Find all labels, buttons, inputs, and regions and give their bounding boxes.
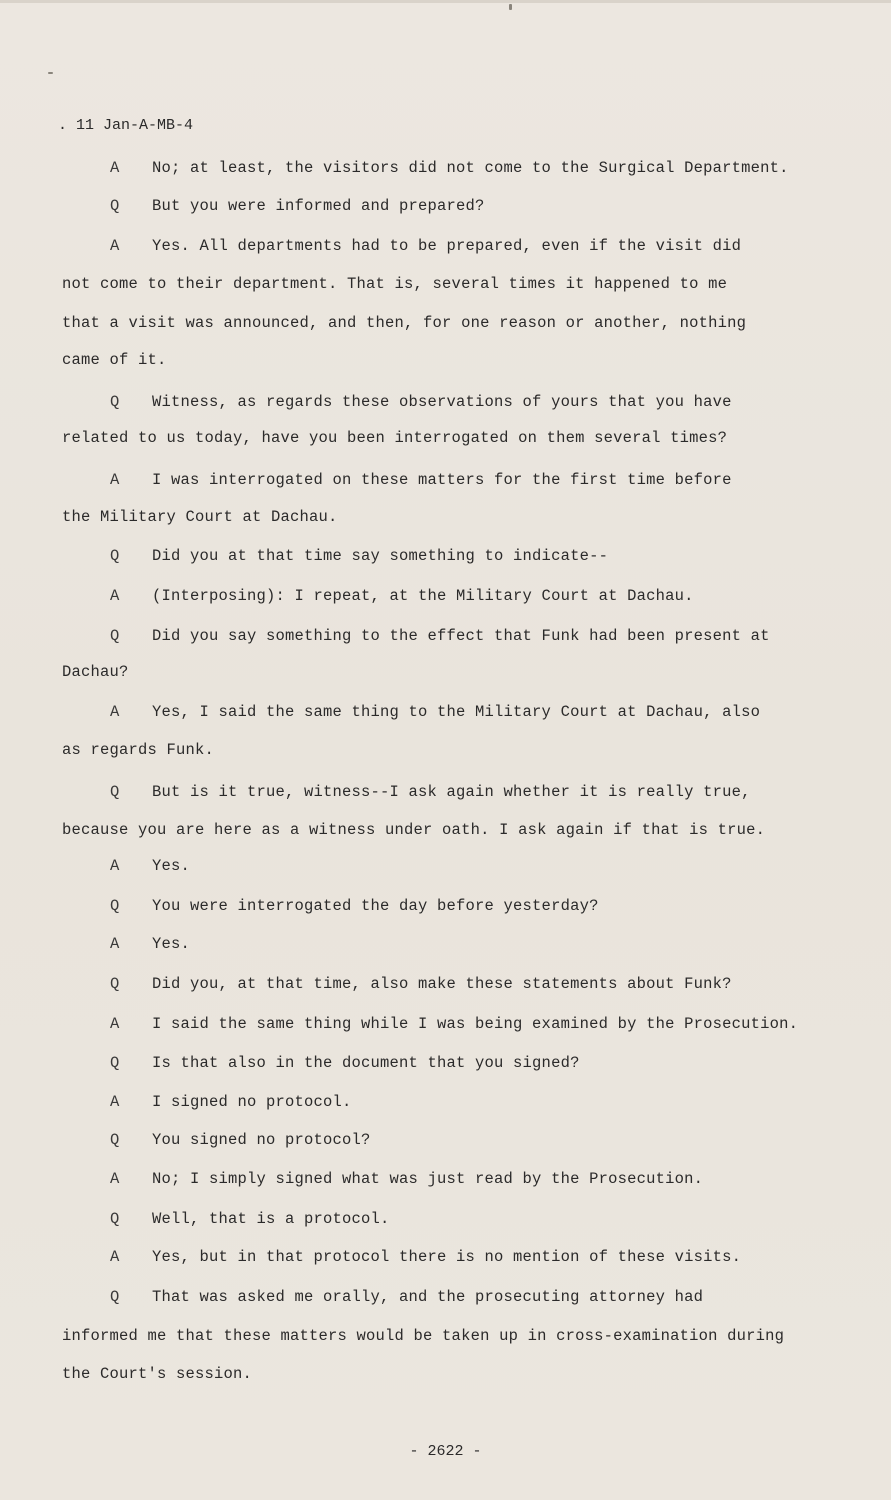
speaker-label-answer: A <box>110 935 120 953</box>
transcript-continuation-line: because you are here as a witness under oath. I ask again if that is true. <box>62 821 766 839</box>
speaker-label-question: Q <box>110 1054 120 1072</box>
speaker-label-question: Q <box>110 197 120 215</box>
transcript-continuation-line: the Court's session. <box>62 1365 253 1383</box>
speaker-label-answer: A <box>110 159 120 177</box>
speaker-label-answer: A <box>110 1170 120 1188</box>
transcript-line: Yes, but in that protocol there is no mention of these visits. <box>152 1248 742 1266</box>
speaker-label-answer: A <box>110 237 120 255</box>
transcript-continuation-line: the Military Court at Dachau. <box>62 508 338 526</box>
scan-speck <box>48 72 53 74</box>
transcript-line: Is that also in the document that you signed? <box>152 1054 580 1072</box>
transcript-continuation-line: as regards Funk. <box>62 741 215 759</box>
speaker-label-answer: A <box>110 1015 120 1033</box>
transcript-line: Did you at that time say something to indicate-- <box>152 547 609 565</box>
speaker-label-question: Q <box>110 975 120 993</box>
transcript-line: You signed no protocol? <box>152 1131 371 1149</box>
transcript-line: Yes. All departments had to be prepared, even if the visit did <box>152 237 742 255</box>
transcript-line: No; I simply signed what was just read by the Prosecution. <box>152 1170 704 1188</box>
transcript-line: Yes, I said the same thing to the Military Court at Dachau, also <box>152 703 761 721</box>
speaker-label-question: Q <box>110 547 120 565</box>
transcript-continuation-line: that a visit was announced, and then, for one reason or another, nothing <box>62 314 747 332</box>
speaker-label-answer: A <box>110 1093 120 1111</box>
speaker-label-answer: A <box>110 587 120 605</box>
transcript-line: Well, that is a protocol. <box>152 1210 390 1228</box>
page-top-edge <box>0 0 891 3</box>
speaker-label-question: Q <box>110 1131 120 1149</box>
speaker-label-question: Q <box>110 783 120 801</box>
transcript-line: But is it true, witness--I ask again whether it is really true, <box>152 783 751 801</box>
speaker-label-answer: A <box>110 703 120 721</box>
transcript-line: Yes. <box>152 935 191 953</box>
transcript-line: Witness, as regards these observations of yours that you have <box>152 393 732 411</box>
transcript-line: I said the same thing while I was being examined by the Prosecution. <box>152 1015 799 1033</box>
transcript-line: Did you say something to the effect that Funk had been present at <box>152 627 770 645</box>
transcript-line: Did you, at that time, also make these statements about Funk? <box>152 975 732 993</box>
transcript-continuation-line: related to us today, have you been interrogated on them several times? <box>62 429 728 447</box>
transcript-line: No; at least, the visitors did not come to the Surgical Department. <box>152 159 789 177</box>
speaker-label-answer: A <box>110 1248 120 1266</box>
transcript-continuation-line: Dachau? <box>62 663 129 681</box>
transcript-line: But you were informed and prepared? <box>152 197 485 215</box>
speaker-label-question: Q <box>110 897 120 915</box>
transcript-continuation-line: informed me that these matters would be taken up in cross-examination during <box>62 1327 785 1345</box>
transcript-line: That was asked me orally, and the prosecuting attorney had <box>152 1288 704 1306</box>
transcript-line: (Interposing): I repeat, at the Military Court at Dachau. <box>152 587 694 605</box>
page-number: - 2622 - <box>409 1443 482 1460</box>
speaker-label-question: Q <box>110 1210 120 1228</box>
speaker-label-answer: A <box>110 857 120 875</box>
scan-speck <box>509 4 512 10</box>
speaker-label-question: Q <box>110 393 120 411</box>
transcript-continuation-line: came of it. <box>62 351 167 369</box>
speaker-label-answer: A <box>110 471 120 489</box>
transcript-line: I signed no protocol. <box>152 1093 352 1111</box>
speaker-label-question: Q <box>110 627 120 645</box>
document-header: . 11 Jan-A-MB-4 <box>58 117 194 134</box>
transcript-continuation-line: not come to their department. That is, several times it happened to me <box>62 275 728 293</box>
transcript-line: You were interrogated the day before yesterday? <box>152 897 599 915</box>
transcript-line: I was interrogated on these matters for the first time before <box>152 471 732 489</box>
speaker-label-question: Q <box>110 1288 120 1306</box>
transcript-line: Yes. <box>152 857 191 875</box>
